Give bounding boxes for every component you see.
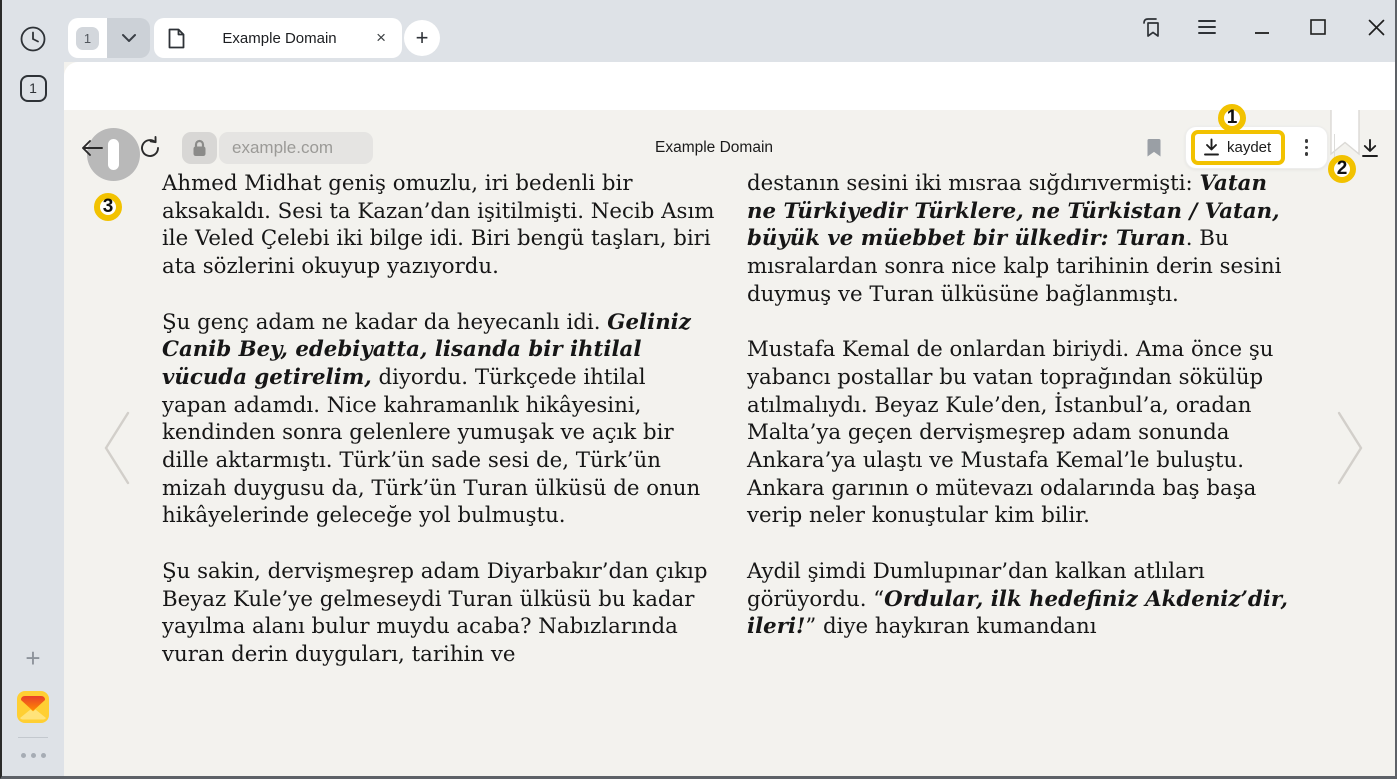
back-arrow-icon: [80, 138, 104, 158]
tab-close-button[interactable]: ×: [376, 28, 386, 47]
site-security-badge[interactable]: [182, 132, 217, 164]
new-tab-button[interactable]: [404, 20, 440, 56]
bookmark-flag-icon: [1146, 138, 1162, 158]
minimize-icon: [1253, 17, 1271, 37]
save-button[interactable]: [1191, 130, 1285, 165]
paragraph: Şu genç adam ne kadar da heyecanlı idi. Geliniz Canib Bey, edebiyatta, lisanda bir ihtilal vücuda getirelim, diyordu. Türkçede ihtilal yapan adamdı. Nice kahramanlık hikâyesini, kendinden sonra gelenlere yumuşak ve açık bir dille aktarmıştı. Türk’ün sade sesi de, Türk’ün mizah duygusu da, Türk’ün Turan ülküsü de onun hikâyelerinde geleceğe yol bulmuştu.: [162, 309, 701, 529]
browser-menu-button[interactable]: [1189, 12, 1225, 42]
ellipsis-icon: [21, 753, 26, 758]
paragraph: Şu sakin, dervişmeşrep adam Diyarbakır’dan çıkıp Beyaz Kule’ye gelmeseydi Turan ülküsü bu kadar yayılma alanı bulur muydu acaba? Nabızlarında vuran derin duyguları, tarihin ve: [162, 558, 708, 667]
clock-icon: [19, 25, 47, 53]
tab-group-count-value: 1: [83, 30, 92, 46]
active-tab[interactable]: [154, 18, 402, 58]
hamburger-icon: [1197, 19, 1217, 35]
paragraph: Mustafa Kemal de onlardan biriydi. Ama önce şu yabancı postallar bu vatan toprağından sökülüp atılmalıydı. Beyaz Kule’den, İstanbul’a, oradan Malta’ya geçen dervişmeşrep adam sonunda Ankara’ya ulaştı ve Mustafa Kemal’le buluştu. Ankara garının o mütevazı odalarında baş başa verip neler konuştular kim bilir.: [747, 337, 1274, 529]
history-button[interactable]: [2, 22, 64, 56]
close-window-button[interactable]: [1358, 12, 1394, 42]
minimize-button[interactable]: [1244, 12, 1280, 42]
tab-group-count[interactable]: [68, 18, 107, 58]
reload-icon: [138, 136, 162, 160]
previous-page-arrow[interactable]: [97, 408, 137, 488]
plus-icon: +: [25, 642, 41, 673]
page-title: Example Domain: [654, 139, 774, 156]
save-button-label: kaydet: [1227, 139, 1272, 156]
tab-group-control[interactable]: [68, 18, 150, 58]
bookmark-stack-icon: [1140, 15, 1164, 39]
plus-icon: +: [415, 25, 429, 50]
paragraph: Ahmed Midhat geniş omuzlu, iri bedenli bir aksakaldı. Sesi ta Kazan’dan işitilmişti. Necib Asım ile Veled Çelebi iki bilge idi. Biri bengü taşları, biri ata sözlerini okuyup yazıyordu.: [162, 171, 715, 280]
address-bar[interactable]: [182, 132, 373, 164]
sidebar-more-button[interactable]: [2, 746, 64, 764]
reader-content: [64, 110, 1395, 776]
maximize-icon: [1309, 18, 1327, 36]
left-sidebar: [2, 0, 64, 776]
save-extension-card: [1185, 126, 1328, 169]
tab-title: Example Domain: [222, 29, 337, 47]
yandex-mail-icon: [17, 691, 49, 723]
annotation-badge-2: 2: [1328, 155, 1356, 183]
annotation-badge-3: 3: [94, 193, 122, 221]
tab-list-dropdown[interactable]: [107, 18, 150, 58]
tab-count-icon: [20, 75, 47, 102]
kebab-menu-icon: [1305, 139, 1308, 142]
toolbar: [64, 62, 1395, 157]
annotation-badge-1: 1: [1218, 104, 1246, 132]
bookmark-page-button[interactable]: [1136, 124, 1172, 172]
text-column-right: [747, 170, 1301, 669]
page-icon: [168, 28, 185, 49]
tab-panel-button[interactable]: [2, 72, 64, 104]
chevron-down-icon: [121, 33, 137, 43]
close-icon: [1367, 18, 1386, 37]
text-column-left: [162, 170, 716, 696]
downloads-icon: [1360, 138, 1380, 159]
back-button[interactable]: [72, 124, 112, 172]
sidebar-add-button[interactable]: [2, 644, 64, 672]
bookmarks-panel-button[interactable]: [1134, 12, 1170, 42]
lock-icon: [192, 139, 207, 157]
paragraph: destanın sesini iki mısraa sığdırıvermişti: Vatan ne Türkiyedir Türklere, ne Türkistan / Vatan, büyük ve müebbet bir ülkedir: Turan. Bu mısralardan sonra nice kalp tarihinin derin sesini duymuş ve Turan ülküsüne bağlanmıştı.: [747, 171, 1282, 307]
url-text[interactable]: example.com: [219, 132, 373, 164]
paragraph: Aydil şimdi Dumlupınar’dan kalkan atlıları görüyordu. “Ordular, ilk hedefiniz Akdeniz’dir, ileri!” diye haykıran kumandanı: [747, 558, 1288, 640]
save-options-button[interactable]: [1287, 139, 1325, 155]
download-icon: [1203, 138, 1220, 157]
next-page-arrow[interactable]: [1330, 408, 1370, 488]
sidebar-divider: [18, 737, 48, 738]
maximize-button[interactable]: [1300, 12, 1336, 42]
reload-button[interactable]: [130, 124, 170, 172]
tab-count-value: 1: [29, 80, 37, 96]
mail-app-button[interactable]: [2, 690, 64, 724]
tab-bar: [64, 0, 1395, 62]
